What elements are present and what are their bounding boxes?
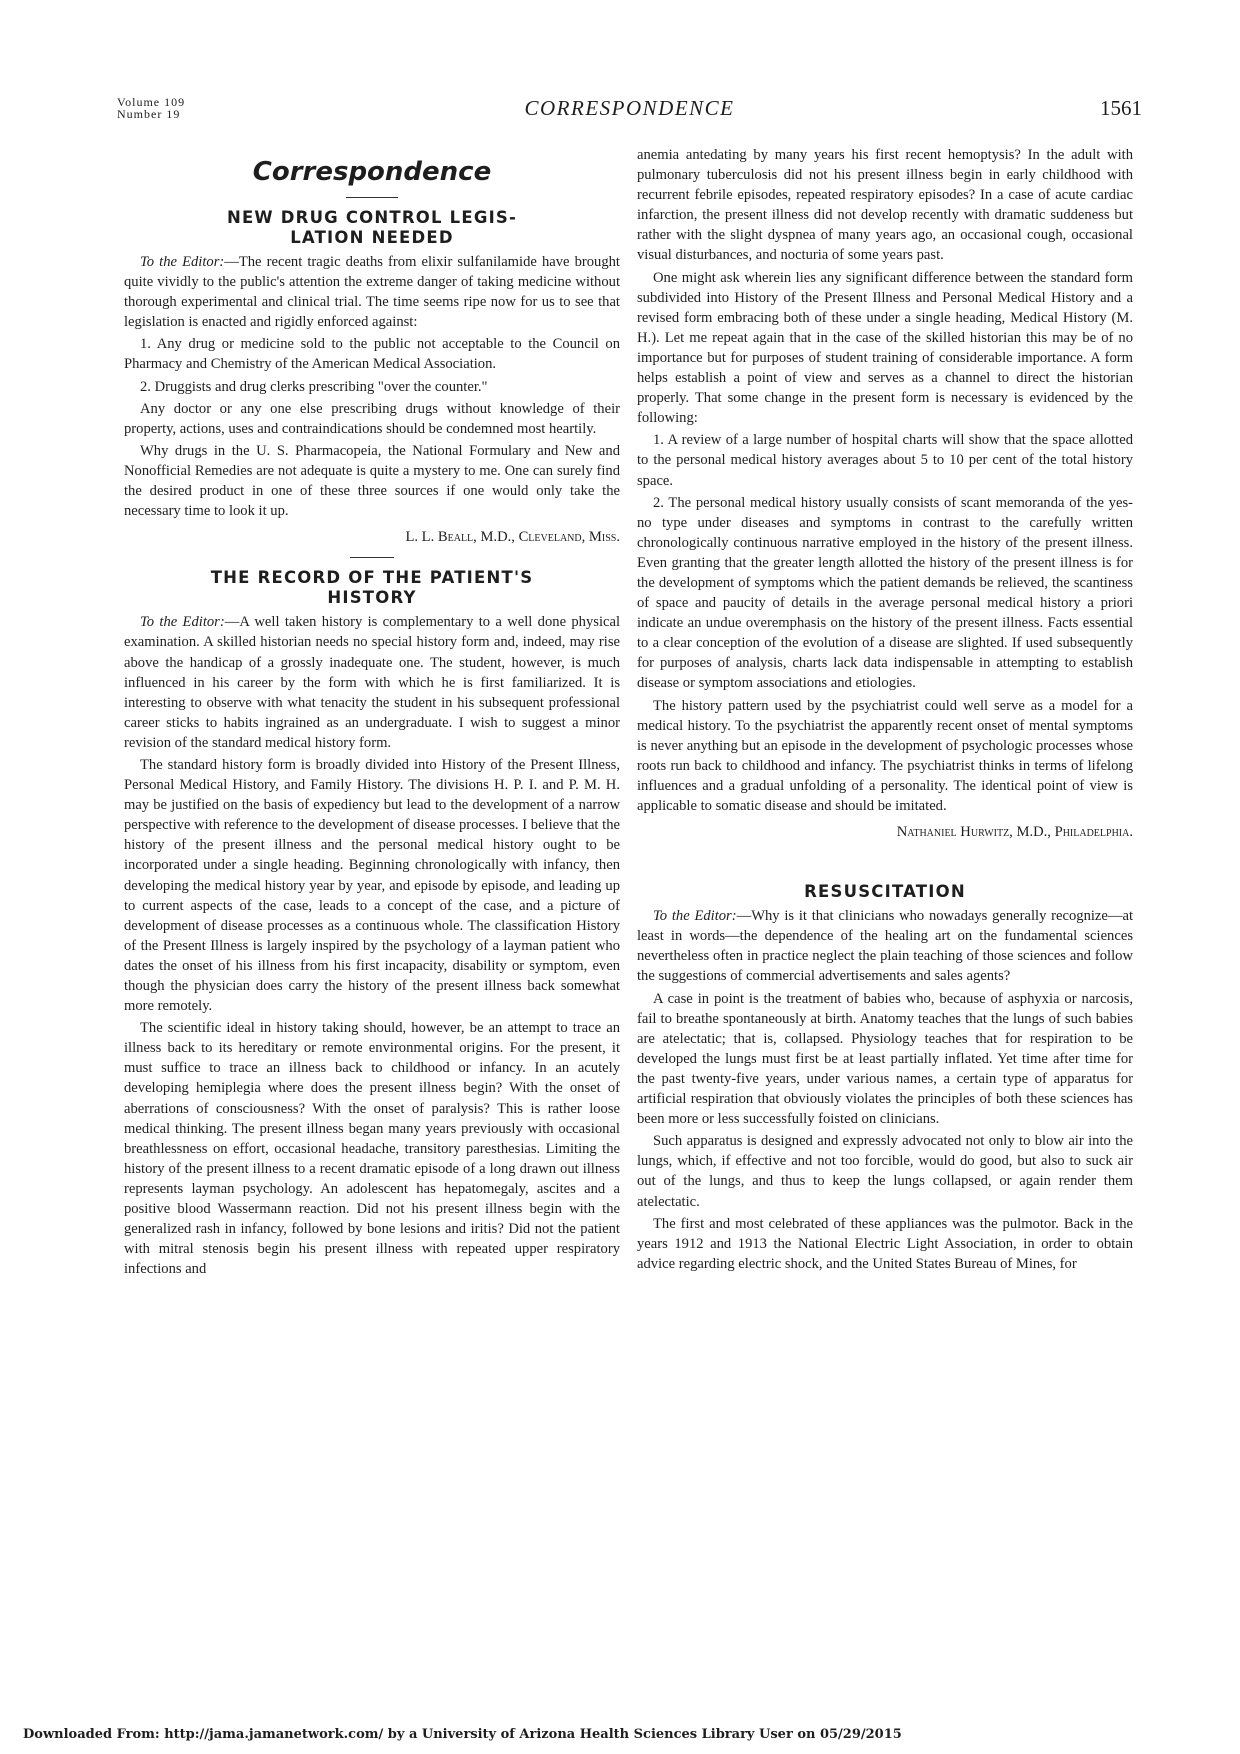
running-title: CORRESPONDENCE (524, 96, 735, 120)
signature: L. L. Beall, M.D., Cleveland, Miss. (405, 529, 620, 546)
paragraph: The standard history form is broadly divided into History of the Present Illness, Personal Medical History, and Family History. The divisions H. P. I. and P. M. H. may be justified on the basis of expediency but lead to the development of a narrow perspective with reference to the development of disease processes. I believe that the history of the present illness and the personal medical history ought to be incorporated under a single heading. Beginning chronologically with infancy, then developing the medical history year by year, and episode by episode, and leading up to current aspects of the case, leads to a concept of the case, and a picture of development of disease processes as a continuous whole. The classification History of the Present Illness is largely inspired by the psychology of a layman patient who dates the onset of his illness from his first incapacity, disability or symptom, even though the physician does carry the history of the present illness back somewhat more remotely. (124, 756, 620, 1015)
salutation: To the Editor: (653, 908, 737, 925)
paragraph: The first and most celebrated of these appliances was the pulmotor. Back in the years 1912 and 1913 the National Electric Light Association, in order to obtain advice regarding electric shock, and the United States Bureau of Mines, for (637, 1215, 1133, 1272)
paragraph: 1. Any drug or medicine sold to the public not acceptable to the Council on Pharmacy and Chemistry of the American Medical Association. (124, 336, 620, 373)
paragraph: anemia antedating by many years his first recent hemoptysis? In the adult with pulmonary tuberculosis did not his present illness begin in early childhood with recurrent febrile episodes, repeated respiratory episodes? In a case of acute cardiac infarction, the present illness did not develop recently with dramatic suddeness but rather with the slight dyspnea of many years ago, an occasional cough, occasional visual disturbances, and nocturia of some years past. (637, 147, 1133, 264)
heading-line: LATION NEEDED (290, 228, 454, 247)
salutation: To the Editor: (140, 254, 225, 270)
paragraph: To the Editor:—The recent tragic deaths from elixir sulfanilamide have brought quite vividly to the public's attention the extreme danger of taking medicine without thorough experimental and clinical trial. The time seems ripe now for us to see that legislation is enacted and rigidly enforced against: (124, 254, 620, 331)
paragraph: 1. A review of a large number of hospital charts will show that the space allotted to the personal medical history averages about 5 to 10 per cent of the total history space. (637, 432, 1133, 489)
heading-line: THE RECORD OF THE PATIENT'S (210, 568, 534, 588)
signature: Nathaniel Hurwitz, M.D., Philadelphia. (896, 824, 1133, 841)
paragraph: To the Editor:—A well taken history is complementary to a well done physical examination. A skilled historian needs no special history form and, indeed, may rise above the handicap of a grossly inadequate one. The student, however, is much influenced in his career by the form with which he is first familiarized. It is interesting to observe with what tenacity the student in his subsequent professional career sticks to habits ingrained as an undergraduate. I wish to suggest a minor revision of the standard medical history form. (124, 614, 621, 751)
paragraph: Any doctor or any one else prescribing drugs without knowledge of their property, actions, uses and contraindications should be condemned most heartily. (124, 400, 620, 437)
paragraph: One might ask wherein lies any significant difference between the standard form subdivided into History of the Present Illness and Personal Medical History and a revised form embracing both of these under a single heading, Medical History (M. H.). Let me repeat again that in the case of the skilled historian this may be of no importance but for purposes of student training of considerable importance. A form helps establish a point of view and serves as a channel to direct the historian properly. That some change in the present form is necessary is evidenced by the following: (637, 269, 1133, 427)
page-number: 1561 (1100, 96, 1142, 120)
letter-heading-patient-history (124, 568, 620, 608)
divider-rule (350, 557, 394, 558)
paragraph: Why drugs in the U. S. Pharmacopeia, the National Formulary and New and Nonofficial Remedies are not adequate is quite a mystery to me. One can surely find the desired product in one of these three sources if one would only take the necessary time to look it up. (124, 442, 620, 520)
paragraph: The history pattern used by the psychiatrist could well serve as a model for a medical history. To the psychiatrist the apparently recent onset of mental symptoms is never anything but an episode in the development of psychologic processes whose roots run back to childhood and infancy. The psychiatrist thinks in terms of lifelong influences and a gradual unfolding of a personality. The identical point of view is applicable to somatic disease and should be imitated. (637, 697, 1133, 814)
download-footer: Downloaded From: http://jama.jamanetwork.com/ by a University of Arizona Health Sciences Library User on 05/29/2015 (23, 1727, 902, 1742)
left-column (124, 145, 620, 1281)
paragraph: The scientific ideal in history taking should, however, be an attempt to trace an illness back to its hereditary or remote environmental origins. For the present, it must suffice to trace an illness back to childhood or infancy. In an acutely developing hemiplegia where does the present illness begin? With the onset of aberrations of consciousness? With the onset of paralysis? This is rather loose medical thinking. The present illness began many years previously with occasional breathlessness on effort, occasional headache, transitory paresthesias. Limiting the history of the present illness to a recent dramatic episode of a long drawn out illness represents layman psychology. An adolescent has hepatomegaly, ascites and a positive blood Wassermann reaction. Did not his present illness begin with the generalized rash in infancy, followed by bone lesions and iritis? Did not the patient with mitral stenosis begin his present illness with repeated upper respiratory infections and (124, 1020, 620, 1278)
issue-number-label: Number 19 (117, 107, 181, 121)
spacer (637, 848, 1133, 876)
heading-line: NEW DRUG CONTROL LEGIS- (226, 208, 518, 227)
paragraph: Such apparatus is designed and expressly advocated not only to blow air into the lungs, which, if effective and not too forcible, would do good, but also to suck air out of the lungs, and thus to keep the lungs collapsed, or again render them atelectatic. (637, 1133, 1133, 1210)
letter-heading-drug-control (124, 208, 620, 248)
salutation: To the Editor: (140, 614, 225, 631)
paragraph: To the Editor:—Why is it that clinicians who nowadays generally recognize—at least in words—the dependence of the healing art on the fundamental sciences nevertheless often in practice neglect the plain teaching of those sciences and follow the suggestions of commercial advertisements and sales agents? (637, 908, 1133, 985)
letter-heading-resuscitation (637, 882, 1133, 902)
page-header (117, 96, 1142, 126)
paragraph: A case in point is the treatment of babies who, because of asphyxia or narcosis, fail to breathe spontaneously at birth. Anatomy teaches that the lungs of such babies are atelectatic; that is, collapsed. Physiology teaches that for respiration to be developed the lungs must first be at least partially inflated. Yet time after time for the past twenty-five years, under various names, a certain type of apparatus for artificial respiration that obviously violates the principles of both these sciences has been more or less successfully foisted on clinicians. (637, 990, 1133, 1128)
right-column (637, 145, 1133, 1276)
paragraph: 2. The personal medical history usually consists of scant memoranda of the yes-no type under diseases and symptoms in contrast to the carefully written chronologically continuous narrative employed in the history of the present illness. Even granting that the greater length allotted the history of the present illness is for the development of symptoms which the patient demands be relieved, the scantiness of space and paucity of details in the average personal medical history a priori indicate an undue overemphasis on the history of the present illness. Facts essential to a clear conception of the evolution of a disease are slighted. If used subsequently for purposes of analysis, charts lack data indispensable in attempting to establish disease or symptom associations and etiologies. (637, 494, 1133, 692)
heading-line: HISTORY (327, 588, 417, 608)
heading-line: RESUSCITATION (804, 882, 966, 902)
divider-rule (346, 197, 398, 198)
section-title: Correspondence (252, 157, 492, 187)
paragraph: 2. Druggists and drug clerks prescribing "over the counter." (140, 378, 488, 395)
volume-label: Volume 109 (117, 95, 186, 109)
